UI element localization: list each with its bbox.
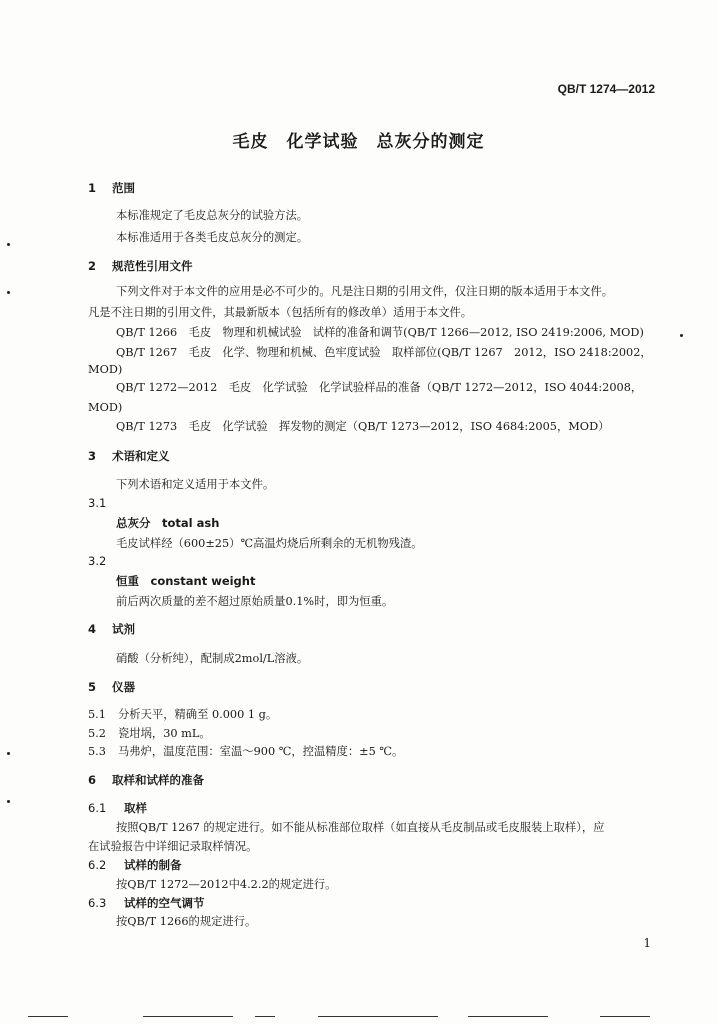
paragraph: 在试验报告中详细记录取样情况。 xyxy=(88,840,258,853)
section-number: 5 xyxy=(88,680,97,694)
section-heading-1 xyxy=(88,180,135,196)
reference-item: QB/T 1272—2012 毛皮 化学试验 化学试验样品的准备（QB/T 1272—2012，ISO 4044:2008， xyxy=(116,381,643,394)
clause-number: 6.1 xyxy=(88,801,107,815)
item-text: 瓷坩埚，30 mL。 xyxy=(118,727,211,740)
subclause-heading xyxy=(88,857,182,873)
section-number: 4 xyxy=(88,622,97,636)
subclause-heading xyxy=(88,800,147,816)
reference-item: QB/T 1273 毛皮 化学试验 挥发物的测定（QB/T 1273—2012，ISO 4684:2005，MOD） xyxy=(116,420,610,433)
subclause-title: 取样 xyxy=(124,801,147,815)
reference-item: QB/T 1266 毛皮 物理和机械试验 试样的准备和调节(QB/T 1266—2012, ISO 2419:2006, MOD) xyxy=(116,326,644,339)
section-heading-2 xyxy=(88,258,193,274)
clause-number: 6.2 xyxy=(88,858,107,872)
subclause-title: 试样的空气调节 xyxy=(124,896,205,910)
paragraph: 本标准规定了毛皮总灰分的试验方法。 xyxy=(116,209,309,222)
clause-number: 5.2 xyxy=(88,727,106,740)
paragraph: 按QB/T 1272—2012中4.2.2的规定进行。 xyxy=(116,878,337,891)
instrument-item xyxy=(88,743,403,759)
scan-speck xyxy=(680,334,683,337)
page-number: 1 xyxy=(643,936,651,950)
clause-number: 3.1 xyxy=(88,496,107,510)
reference-item: QB/T 1267 毛皮 化学、物理和机械、色牢度试验 取样部位(QB/T 1267 2012，ISO 2418:2002， xyxy=(116,346,652,359)
paragraph: 凡是不注日期的引用文件，其最新版本（包括所有的修改单）适用于本文件。 xyxy=(88,306,473,319)
subclause-title: 试样的制备 xyxy=(124,858,182,872)
paragraph: 硝酸（分析纯），配制成2mol/L溶液。 xyxy=(116,652,309,665)
scan-speck xyxy=(7,291,10,294)
term-definition: 毛皮试样经（600±25）℃高温灼烧后所剩余的无机物残渣。 xyxy=(116,537,423,550)
subclause-heading xyxy=(88,895,205,911)
term: 恒重 constant weight xyxy=(116,574,256,588)
section-title: 术语和定义 xyxy=(112,449,170,463)
scan-speck xyxy=(7,243,10,246)
bottom-rule xyxy=(318,1016,438,1017)
section-title: 仪器 xyxy=(112,680,135,694)
term-definition: 前后两次质量的差不超过原始质量0.1%时，即为恒重。 xyxy=(116,595,394,608)
bottom-rule xyxy=(255,1016,275,1017)
paragraph: 下列文件对于本文件的应用是必不可少的。凡是注日期的引用文件，仅注日期的版本适用于本文件。 xyxy=(116,285,614,298)
clause-number: 6.3 xyxy=(88,896,107,910)
paragraph: 按QB/T 1266的规定进行。 xyxy=(116,915,257,928)
section-heading-4 xyxy=(88,621,135,637)
paragraph: 按照QB/T 1267 的规定进行。如不能从标准部位取样（如直接从毛皮制品或毛皮服装上取样），应 xyxy=(116,821,605,834)
section-heading-5 xyxy=(88,679,135,695)
paragraph: 下列术语和定义适用于本文件。 xyxy=(116,478,275,491)
reference-item-cont: MOD) xyxy=(88,401,123,414)
section-title: 范围 xyxy=(112,181,135,195)
document-title: 毛皮 化学试验 总灰分的测定 xyxy=(232,132,485,152)
section-number: 3 xyxy=(88,449,97,463)
section-title: 取样和试样的准备 xyxy=(112,773,204,787)
bottom-rule xyxy=(143,1016,233,1017)
scan-speck xyxy=(7,752,10,755)
section-number: 2 xyxy=(88,259,97,273)
standard-number: QB/T 1274—2012 xyxy=(557,82,655,96)
section-heading-3 xyxy=(88,448,170,464)
term: 总灰分 total ash xyxy=(116,516,220,530)
item-text: 马弗炉，温度范围：室温～900 ℃，控温精度：±5 ℃。 xyxy=(118,745,404,758)
section-heading-6 xyxy=(88,772,204,788)
clause-number: 3.2 xyxy=(88,554,107,568)
scan-speck xyxy=(7,800,10,803)
instrument-item xyxy=(88,725,211,741)
section-number: 1 xyxy=(88,181,97,195)
section-title: 规范性引用文件 xyxy=(112,259,193,273)
item-text: 分析天平，精确至 0.000 1 g。 xyxy=(118,708,278,721)
section-number: 6 xyxy=(88,773,97,787)
bottom-rule xyxy=(28,1016,68,1017)
clause-number: 5.3 xyxy=(88,745,106,758)
section-title: 试剂 xyxy=(112,622,135,636)
clause-number: 5.1 xyxy=(88,708,106,721)
reference-item-cont: MOD) xyxy=(88,363,123,376)
bottom-rule xyxy=(468,1016,548,1017)
paragraph: 本标准适用于各类毛皮总灰分的测定。 xyxy=(116,231,309,244)
instrument-item xyxy=(88,706,277,722)
bottom-rule xyxy=(600,1016,650,1017)
